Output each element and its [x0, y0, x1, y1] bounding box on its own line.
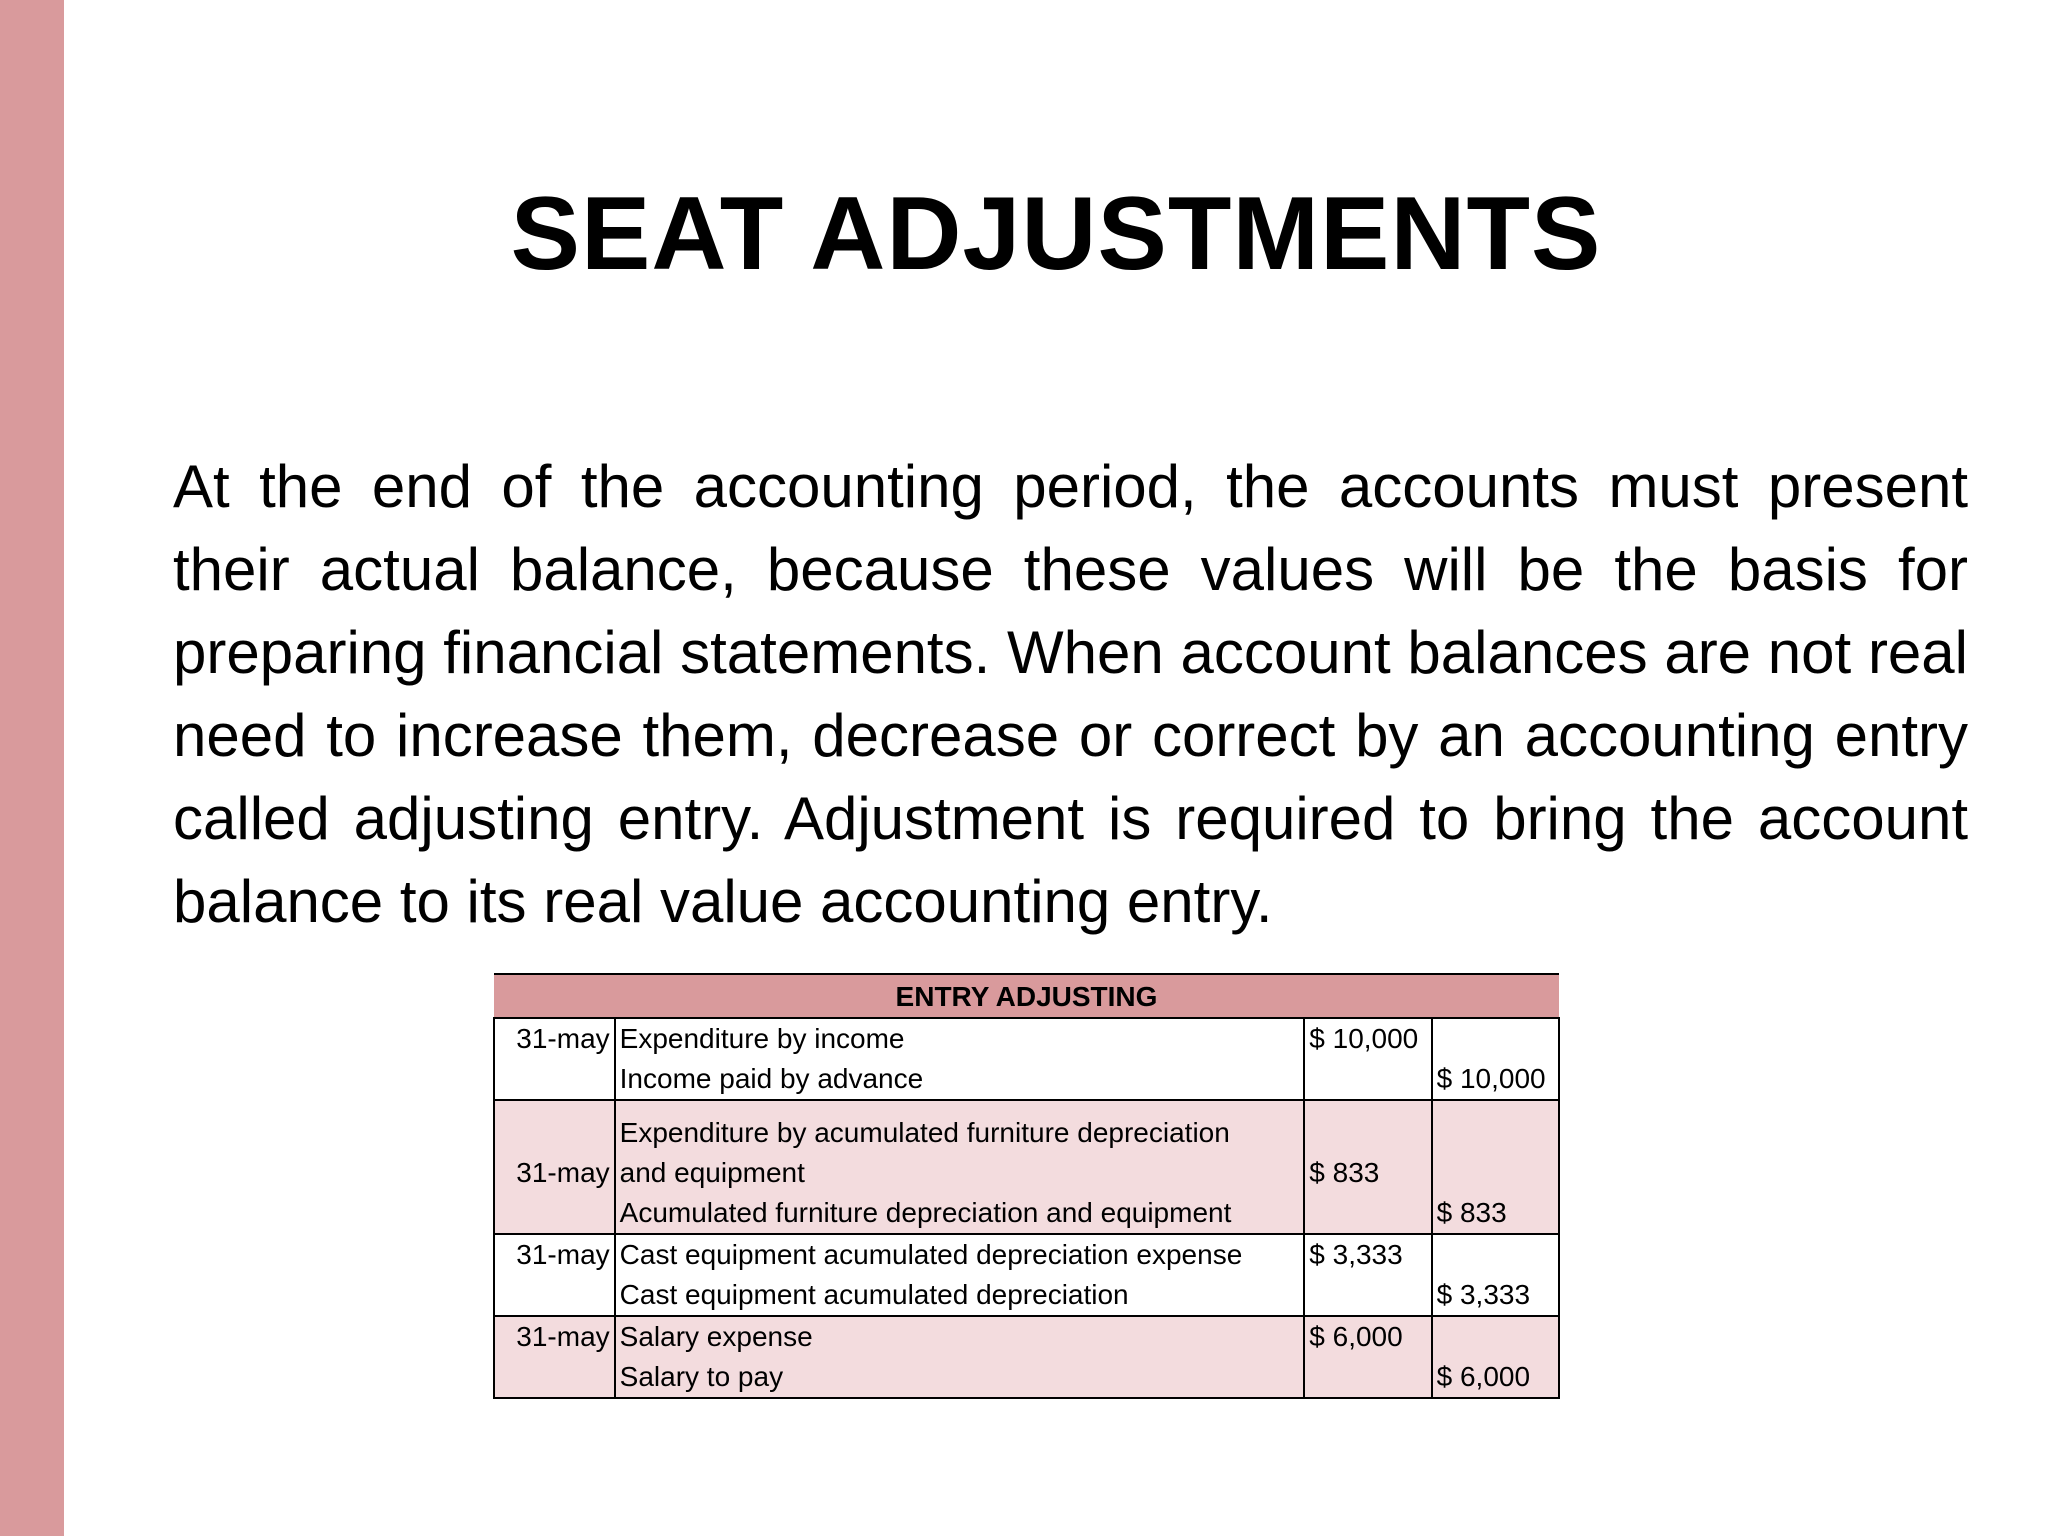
debit-amount: $ 833 [1304, 1153, 1431, 1193]
debit-amount-empty [1304, 1193, 1431, 1234]
table-row [494, 1275, 1559, 1316]
credit-amount-empty [1432, 1234, 1559, 1275]
credit-account: Cast equipment acumulated depreciation [615, 1275, 1305, 1316]
debit-amount: $ 10,000 [1304, 1018, 1431, 1059]
credit-amount-empty [1432, 1316, 1559, 1357]
credit-amount: $ 6,000 [1432, 1357, 1559, 1398]
debit-account-line2: and equipment [615, 1153, 1305, 1193]
entry-date: 31-may [494, 1018, 615, 1059]
debit-account: Salary expense [615, 1316, 1305, 1357]
debit-amount-empty [1304, 1275, 1431, 1316]
credit-amount: $ 833 [1432, 1193, 1559, 1234]
credit-amount: $ 10,000 [1432, 1059, 1559, 1100]
table-row [494, 1100, 1559, 1153]
debit-account-line1: Expenditure by acumulated furniture depreciation [615, 1100, 1305, 1153]
debit-amount: $ 6,000 [1304, 1316, 1431, 1357]
entry-date: 31-may [494, 1316, 615, 1357]
debit-amount: $ 3,333 [1304, 1234, 1431, 1275]
entry-date-empty [494, 1275, 615, 1316]
entry-date-empty [494, 1100, 615, 1153]
table-row [494, 1357, 1559, 1398]
slide-title: SEAT ADJUSTMENTS [510, 176, 1602, 292]
debit-amount-empty [1304, 1357, 1431, 1398]
credit-amount-empty [1432, 1153, 1559, 1193]
adjusting-entries-table [493, 973, 1560, 1399]
credit-account: Income paid by advance [615, 1059, 1305, 1100]
entry-date-empty [494, 1193, 615, 1234]
debit-amount-empty [1304, 1059, 1431, 1100]
credit-amount-empty [1432, 1018, 1559, 1059]
table-header: ENTRY ADJUSTING [494, 974, 1559, 1018]
debit-amount-empty [1304, 1100, 1431, 1153]
table-row [494, 1059, 1559, 1100]
table-row [494, 1193, 1559, 1234]
table-row [494, 1153, 1559, 1193]
table-row [494, 1018, 1559, 1059]
entry-date: 31-may [494, 1153, 615, 1193]
accent-side-bar [0, 0, 64, 1536]
slide-body-text: At the end of the accounting period, the accounts must present their actual balance, because these values will be the basis for preparing financial statements. When account balances are not real need to increase them, decrease or correct by an accounting entry called adjusting entry. Adjustment is required to bring the account balance to its real value accounting entry. [173, 453, 1968, 935]
credit-account: Salary to pay [615, 1357, 1305, 1398]
table-header-row [494, 974, 1559, 1018]
credit-account: Acumulated furniture depreciation and equipment [615, 1193, 1305, 1234]
debit-account: Cast equipment acumulated depreciation expense [615, 1234, 1305, 1275]
table-row [494, 1234, 1559, 1275]
table-row [494, 1316, 1559, 1357]
credit-amount: $ 3,333 [1432, 1275, 1559, 1316]
entry-date-empty [494, 1059, 615, 1100]
entry-date: 31-may [494, 1234, 615, 1275]
credit-amount-empty [1432, 1100, 1559, 1153]
debit-account: Expenditure by income [615, 1018, 1305, 1059]
entry-date-empty [494, 1357, 615, 1398]
